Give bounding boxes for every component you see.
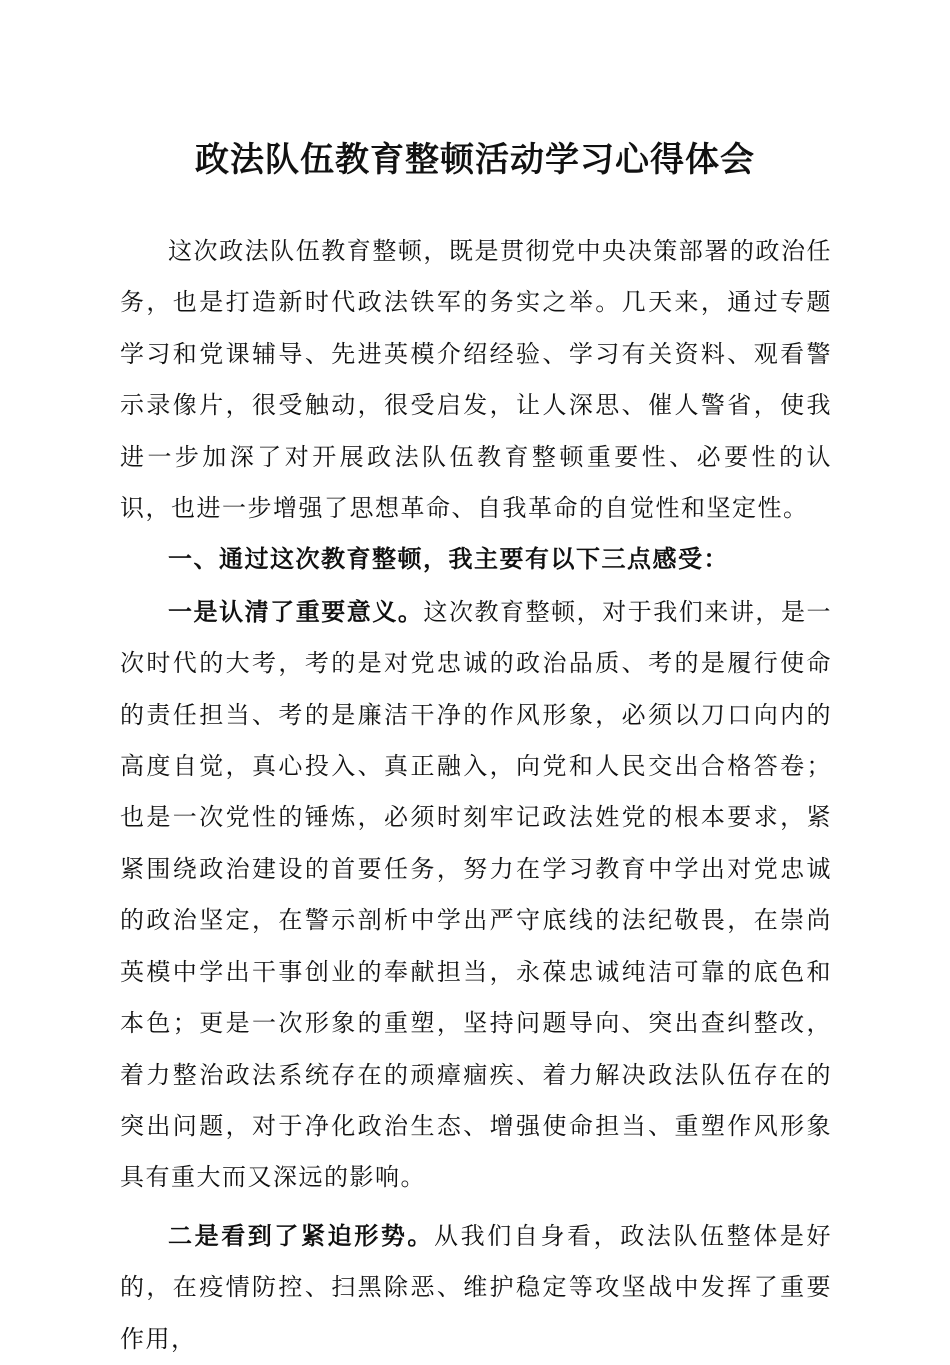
intro-paragraph-text: 这次政法队伍教育整顿，既是贯彻党中央决策部署的政治任务，也是打造新时代政法铁军的务实之举。几天来，通过专题学习和党课辅导、先进英模介绍经验、学习有关资料、观看警示录像片，很受触动，很受启发，让人深思、催人警省，使我进一步加深了对开展政法队伍教育整顿重要性、必要性的认识，也进一步增强了思想革命、自我革命的自觉性和坚定性。 — [120, 237, 832, 523]
section-heading-1 — [120, 534, 832, 585]
document-title: 政法队伍教育整顿活动学习心得体会 — [195, 140, 755, 180]
point-1-paragraph — [120, 586, 832, 1204]
section-heading-text: 一、通过这次教育整顿，我主要有以下三点感受： — [168, 545, 729, 574]
point-1-text: 这次教育整顿，对于我们来讲，是一次时代的大考，考的是对党忠诚的政治品质、考的是履行使命的责任担当、考的是廉洁干净的作风形象，必须以刀口向内的高度自觉，真心投入、真正融入，向党和人民交出合格答卷；也是一次党性的锤炼，必须时刻牢记政法姓党的根本要求，紧紧围绕政治建设的首要任务，努力在学习教育中学出对党忠诚的政治坚定，在警示剖析中学出严守底线的法纪敬畏，在崇尚英模中学出干事创业的奉献担当，永葆忠诚纯洁可靠的底色和本色；更是一次形象的重塑，坚持问题导向、突出查纠整改，着力整治政法系统存在的顽瘴痼疾、着力解决政法队伍存在的突出问题，对于净化政治生态、增强使命担当、重塑作风形象具有重大而又深远的影响。 — [120, 597, 833, 1192]
point-1-lead: 一是认清了重要意义。 — [168, 596, 424, 626]
intro-paragraph — [120, 226, 832, 534]
point-2-text: 从我们自身看，政法队伍整体是好的，在疫情防控、扫黑除恶、维护稳定等攻坚战中发挥了重要作用， — [120, 1221, 833, 1353]
document-body — [120, 226, 832, 1365]
point-2-paragraph — [120, 1210, 832, 1365]
point-2-lead: 二是看到了紧迫形势。 — [168, 1220, 435, 1250]
